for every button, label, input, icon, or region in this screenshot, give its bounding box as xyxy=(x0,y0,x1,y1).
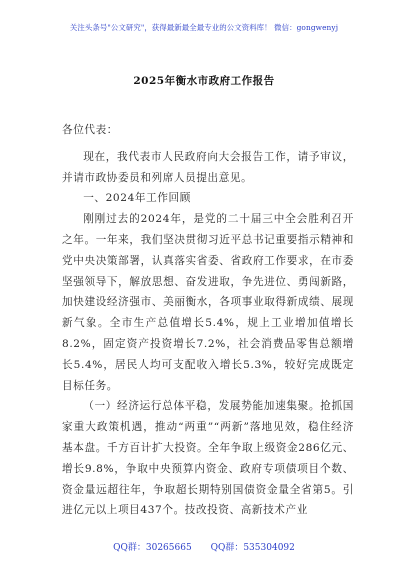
document-body xyxy=(62,120,354,521)
document-title: 2025年衡水市政府工作报告 xyxy=(133,75,275,87)
section-heading: 一、2024年工作回顾 xyxy=(83,192,191,205)
header-banner: 关注头条号"公文研究"，获得最新最全最专业的公文资料库！ 微信：gongwenyj xyxy=(69,23,339,32)
footer-contact xyxy=(0,540,408,553)
qq-group-2: QQ群：535304092 xyxy=(210,543,295,553)
qq-group-1: QQ群：30265665 xyxy=(113,543,192,553)
salutation: 各位代表： xyxy=(62,124,118,136)
paragraph-intro: 现在，我代表市人民政府向大会报告工作，请予审议，并请市政协委员和列席人员提出意见。 xyxy=(62,150,354,184)
paragraph-economy: （一）经济运行总体平稳，发展势能加速集聚。抢抓国家重大政策机遇，推动“两重”“两新”落地见效，稳住经济基本盘。千方百计扩大投资。全年争取上级资金286亿元、增长9.8%，争取中央预算内资金、政府专项债项目个数、资金量远超往年，争取超长期特别国债资金量全省第5。引进亿元以上项目437个。技改投资、高新技术产业 xyxy=(62,400,354,517)
paragraph-review: 刚刚过去的2024年，是党的二十届三中全会胜利召开之年。一年来，我们坚决贯彻习近平总书记重要指示精神和党中央决策部署，认真落实省委、省政府工作要求，在市委坚强领导下，解放思想、奋发进取，争先进位、勇闯新路，加快建设经济强市、美丽衡水，各项事业取得新成绩、展现新气象。全市生产总值增长5.4%，规上工业增加值增长8.2%，固定资产投资增长7.2%，社会消费品零售总额增长5.4%，居民人均可支配收入增长5.3%，较好完成既定目标任务。 xyxy=(62,213,354,392)
